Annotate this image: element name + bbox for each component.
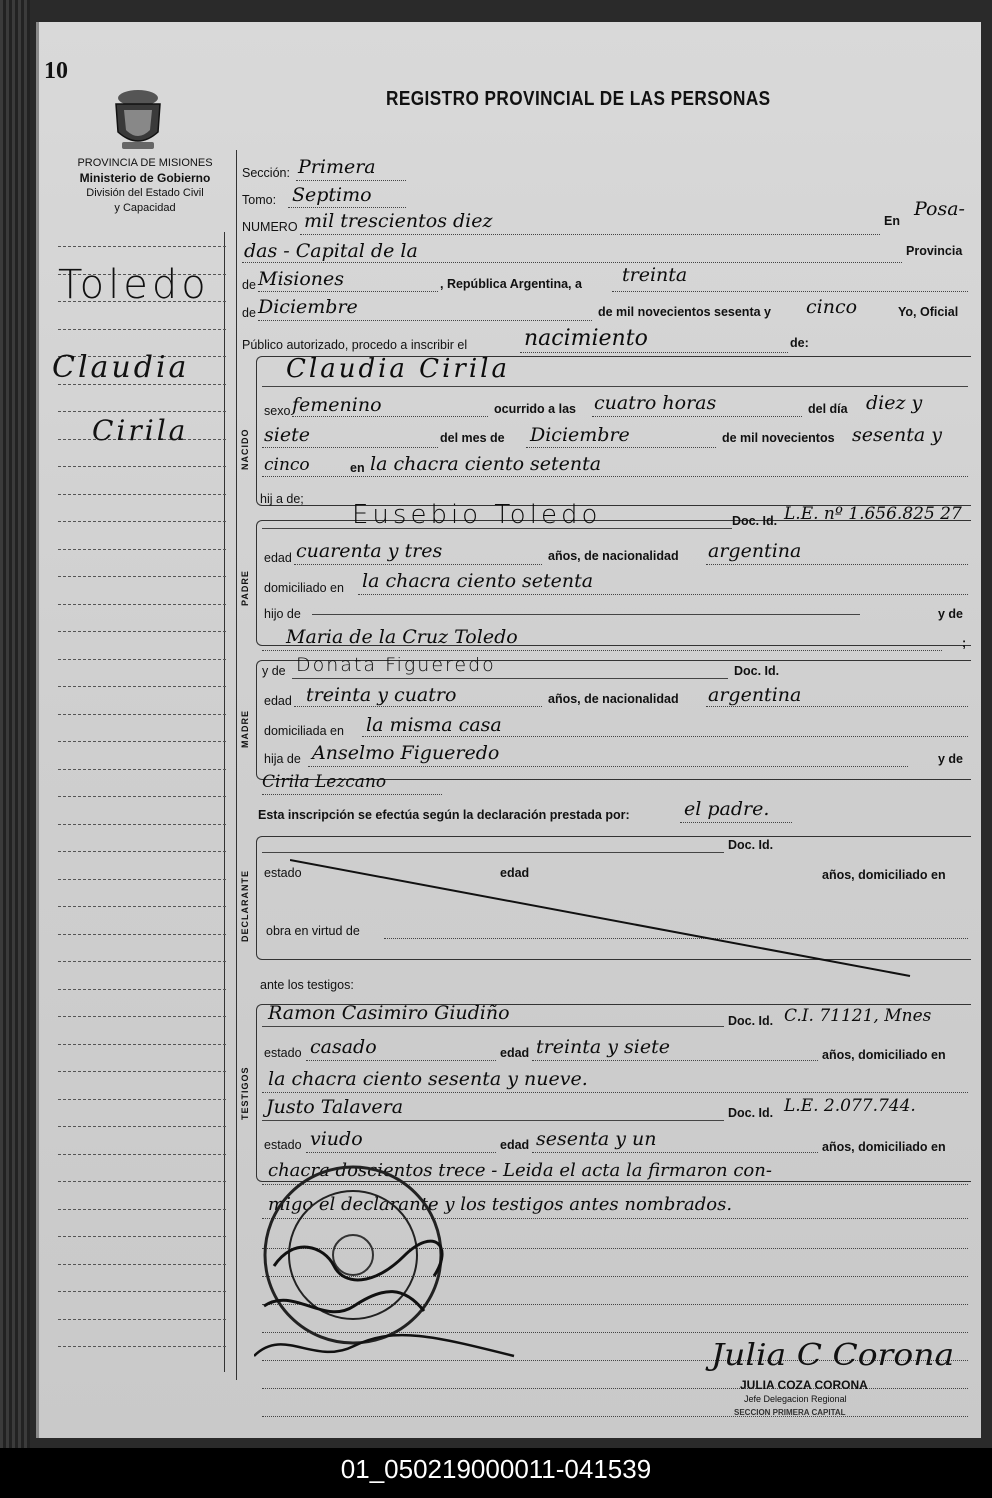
dotted-line (532, 1060, 818, 1061)
scan-id: 01_050219000011-041539 (340, 1454, 652, 1484)
rule-line (262, 1026, 724, 1027)
hora-value: cuatro horas (594, 392, 717, 414)
province-name: PROVINCIA DE MISIONES (77, 157, 213, 169)
testigo2-estado-label: estado (264, 1138, 302, 1152)
dotted-line (520, 352, 788, 353)
declarante-edad-label: edad (500, 866, 530, 880)
page-number: 10 (44, 58, 68, 84)
lugar-value: das - Capital de la (244, 240, 418, 262)
margin-rule (58, 466, 226, 467)
dotted-line (292, 416, 488, 417)
madre-edad-value: treinta y cuatro (306, 684, 457, 706)
padre-edad-label: edad (264, 551, 292, 565)
official-subtitle: SECCION PRIMERA CAPITAL (734, 1408, 846, 1417)
dotted-line (680, 822, 792, 823)
padre-section-label: PADRE (240, 570, 250, 606)
padre-nac-value: argentina (708, 540, 802, 562)
testigo1-edad-value: treinta y siete (536, 1036, 671, 1058)
ministry-name: Ministerio de Gobierno (79, 171, 211, 185)
dotted-line (706, 564, 968, 565)
margin-rule (58, 1154, 226, 1155)
margin-rule (58, 989, 226, 990)
publico-label: Público autorizado, procedo a inscribir el (242, 338, 468, 352)
dia-value-1: diez y (866, 392, 923, 414)
dotted-line (296, 180, 406, 181)
margin-rule (58, 494, 226, 495)
margin-rule (58, 604, 226, 605)
rule-line (262, 1120, 724, 1121)
margin-first-name: Claudia (52, 350, 190, 385)
page-title: REGISTRO PROVINCIAL DE LAS PERSONAS (386, 88, 771, 110)
margin-rule (58, 329, 226, 330)
book-spine (0, 0, 30, 1448)
dotted-line (242, 262, 902, 263)
de-mil-label: de mil novecientos sesenta y (598, 305, 771, 319)
dotted-line (262, 650, 942, 651)
testigos-section (256, 1004, 971, 1182)
official-name: JULIA COZA CORONA (740, 1378, 868, 1392)
cierre-linea-1: chacra doscientos trece - Leida el acta la firmaron con- (268, 1160, 772, 1181)
margin-rule (58, 1319, 226, 1320)
margin-rule (58, 1016, 226, 1017)
margin-rule (58, 851, 226, 852)
mes-value: Diciembre (530, 424, 630, 446)
dotted-line (306, 1060, 496, 1061)
madre-nac-label: años, de nacionalidad (548, 692, 679, 706)
dotted-line (358, 594, 968, 595)
en-label: En (884, 214, 900, 228)
hijo-de-label: hijo de (264, 607, 301, 621)
madre-edad-label: edad (264, 694, 292, 708)
declarante-estado-label: estado (264, 866, 302, 880)
dotted-line (262, 794, 442, 795)
testigo1-estado-value: casado (310, 1036, 377, 1058)
margin-rule (58, 1071, 226, 1072)
testigo2-doc-label: Doc. Id. (728, 1106, 774, 1120)
division-name: División del Estado Civil (86, 187, 204, 199)
dotted-line (308, 766, 908, 767)
vertical-rule (236, 150, 237, 1380)
margin-rule (58, 631, 226, 632)
del-mes-label: del mes de (440, 431, 505, 445)
margin-rule (58, 411, 226, 412)
rule-line (262, 528, 732, 529)
ante-testigos-label: ante los testigos: (260, 978, 354, 992)
sexo-value: femenino (292, 394, 382, 416)
margin-rule (58, 246, 226, 247)
testigo2-doc-value: L.E. 2.077.744. (784, 1096, 916, 1116)
numero-label: NUMERO (242, 220, 298, 234)
sexo-label: sexo (264, 404, 291, 418)
tomo-value: Septimo (292, 184, 372, 206)
dotted-line (532, 1152, 818, 1153)
ocurrido-label: ocurrido a las (494, 402, 576, 416)
testigo2-edad-label: edad (500, 1138, 530, 1152)
testigo1-nombre-value: Ramon Casimiro Giudiño (268, 1002, 510, 1024)
margin-rule (58, 1236, 226, 1237)
de-label: de (242, 278, 256, 292)
dotted-line (294, 706, 542, 707)
rule-line (262, 852, 724, 853)
testigo2-edad-value: sesenta y un (536, 1128, 657, 1150)
margin-rule (58, 741, 226, 742)
y-de-label: y de (938, 607, 964, 621)
margin-rule (58, 1264, 226, 1265)
fecha-mes-value: Diciembre (258, 296, 358, 318)
numero-value: mil trescientos diez (304, 210, 493, 232)
margin-column (52, 232, 225, 1372)
margin-rule (58, 521, 226, 522)
dotted-line (288, 207, 406, 208)
rule-line (312, 614, 860, 615)
declaracion-label: Esta inscripción se efectúa según la declaración prestada por: (258, 808, 630, 822)
declarante-section-label: DECLARANTE (240, 870, 250, 942)
testigo1-dom-value: la chacra ciento sesenta y nueve. (268, 1068, 588, 1090)
scan-id-bar (0, 1448, 992, 1498)
margin-rule (58, 879, 226, 880)
dotted-line (306, 1152, 496, 1153)
cierre-linea-2: migo el declarante y los testigos antes nombrados. (268, 1194, 733, 1215)
abuelo-materno-value: Anselmo Figueredo (312, 742, 500, 764)
testigo1-doc-label: Doc. Id. (728, 1014, 774, 1028)
padre-doc-label: Doc. Id. (732, 514, 778, 528)
margin-rule (58, 659, 226, 660)
margin-rule (58, 1346, 226, 1347)
republica-label: , República Argentina, a (440, 277, 582, 291)
testigo1-edad-label: edad (500, 1046, 530, 1060)
padre-nombre-value: Eusebio Toledo (352, 500, 602, 530)
dotted-line (300, 234, 880, 235)
hij-a-de-label: hij a de; (260, 492, 304, 506)
margin-rule (58, 906, 226, 907)
fecha-anio-value: cinco (806, 296, 858, 318)
margin-rule (58, 576, 226, 577)
lugar-nac-value: la chacra ciento setenta (370, 453, 602, 475)
padre-dom-value: la chacra ciento setenta (362, 570, 594, 592)
y-de-madre-label-2: y de (938, 752, 964, 766)
nombre-value: Claudia Cirila (286, 354, 510, 384)
de-label-2: de (242, 306, 256, 320)
dotted-line (294, 564, 542, 565)
abuela-materna-value: Cirila Lezcano (262, 772, 387, 792)
margin-rule (58, 549, 226, 550)
fecha-dia-value: treinta (622, 264, 688, 286)
hija-de-label: hija de (264, 752, 301, 766)
dotted-line (262, 476, 968, 477)
witness-signatures-icon (254, 1226, 534, 1376)
seccion-label: Sección: (242, 166, 290, 180)
rule-line (262, 386, 968, 387)
madre-dom-value: la misma casa (366, 714, 502, 736)
dotted-line (362, 736, 968, 737)
strike-through-line (290, 858, 970, 978)
de-mil-nov-label: de mil novecientos (722, 431, 835, 445)
padre-edad-value: cuarenta y tres (296, 540, 443, 562)
margin-rule (58, 686, 226, 687)
issuer-header (50, 156, 240, 216)
de-colon-label: de: (790, 336, 809, 350)
testigo1-estado-label: estado (264, 1046, 302, 1060)
testigo2-nombre-value: Justo Talavera (266, 1096, 404, 1118)
padre-dom-label: domiciliado en (264, 581, 344, 595)
blank-dotted-line (262, 1416, 968, 1417)
testigo2-estado-value: viudo (310, 1128, 363, 1150)
margin-rule (58, 1044, 226, 1045)
margin-surname: Toledo (58, 262, 210, 308)
margin-rule (58, 961, 226, 962)
seccion-value: Primera (298, 156, 376, 178)
declarante-anos-label: años, domiciliado en (822, 868, 946, 882)
margin-rule (58, 934, 226, 935)
nacido-section-label: NACIDO (240, 428, 250, 470)
margin-second-name: Cirila (92, 414, 189, 447)
provincial-crest-icon (108, 86, 168, 152)
testigos-section-label: TESTIGOS (240, 1066, 250, 1120)
yo-oficial-label: Yo, Oficial (898, 305, 959, 319)
division-capacity: y Capacidad (114, 202, 176, 214)
obra-label: obra en virtud de (266, 924, 360, 938)
margin-rule (58, 1209, 226, 1210)
margin-rule (58, 714, 226, 715)
dotted-line (258, 320, 592, 321)
padre-doc-value: L.E. nº 1.656.825 27 (784, 504, 962, 524)
margin-rule (58, 1181, 226, 1182)
en-value: Posa- (914, 198, 965, 220)
semicolon-label: ; (962, 636, 967, 650)
dotted-line (612, 291, 968, 292)
dotted-line (526, 447, 716, 448)
declarante-doc-label: Doc. Id. (728, 838, 774, 852)
official-signature: Julia C Corona (710, 1338, 955, 1373)
margin-rule (58, 824, 226, 825)
testigo1-anos-label: años, domiciliado en (822, 1048, 946, 1062)
margin-rule (58, 1126, 226, 1127)
margin-rule (58, 769, 226, 770)
anio-value-1: sesenta y (852, 424, 942, 446)
testigo2-anos-label: años, domiciliado en (822, 1140, 946, 1154)
dotted-line (258, 291, 438, 292)
madre-nac-value: argentina (708, 684, 802, 706)
del-dia-label: del día (808, 402, 848, 416)
abuela-paterna-value: Maria de la Cruz Toledo (286, 626, 518, 648)
madre-dom-label: domiciliada en (264, 724, 344, 738)
testigo1-doc-value: C.I. 71121, Mnes (784, 1006, 932, 1026)
madre-nombre-value: Donata Figueredo (296, 654, 496, 676)
rule-line (292, 678, 728, 679)
margin-rule (58, 796, 226, 797)
dotted-line (262, 447, 438, 448)
margin-rule (58, 1291, 226, 1292)
dotted-line (262, 1092, 968, 1093)
padre-nac-label: años, de nacionalidad (548, 549, 679, 563)
madre-doc-label: Doc. Id. (734, 664, 780, 678)
tomo-label: Tomo: (242, 193, 277, 207)
en-label-2: en (350, 461, 365, 475)
provincia-label: Provincia (906, 244, 963, 258)
provincia-value: Misiones (258, 268, 345, 290)
madre-section-label: MADRE (240, 710, 250, 748)
y-de-madre-label: y de (262, 664, 286, 678)
official-title: Jefe Delegacion Regional (744, 1394, 847, 1404)
anio-value-2: cinco (264, 455, 310, 475)
declarante-value: el padre. (684, 798, 770, 820)
margin-rule (58, 1099, 226, 1100)
acto-value: nacimiento (524, 326, 648, 351)
dia-value-2: siete (264, 424, 310, 446)
dotted-line (592, 416, 802, 417)
dotted-line (706, 706, 968, 707)
